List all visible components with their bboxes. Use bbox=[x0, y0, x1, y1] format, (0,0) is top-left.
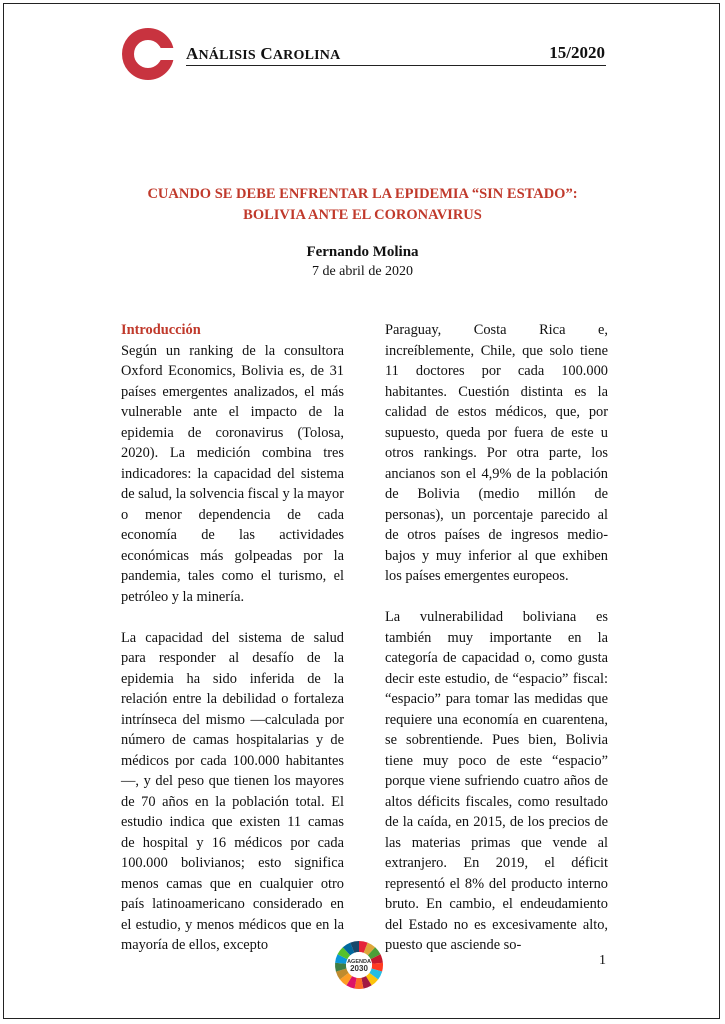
page-number: 1 bbox=[599, 953, 606, 968]
paragraph: La capacidad del sistema de salud para responder al desafío de la epidemia ha sido inferida de la relación entre la debilidad o fortaleza intrínseca del mismo —calculada por número de camas hospitalarias y de médicos por cada 100.000 habitantes—, y del peso que tienen los mayores de 70 años en la población total. El estudio indica que existen 11 camas de hospital y 16 médicos por cada 100.000 bolivianos; esto significa menos camas que en cualquier otro país latinoamericano considerado en el estudio, y menos médicos que en la mayoría de ellos, excepto bbox=[121, 629, 344, 953]
paragraph: Según un ranking de la consultora Oxford Economics, Bolivia es, de 31 países emergentes analizados, el más vulnerable ante el impacto de la epidemia de coronavirus (Tolosa, 2020). La medición combina tres indicadores: la capacidad del sistema de salud, la solvencia fiscal y la mayor o menor dependencia de cada economía de las actividades económicas más golpeadas por la pandemia, tales como el turismo, el petróleo y la minería. bbox=[121, 342, 344, 605]
header-divider bbox=[186, 65, 606, 66]
paragraph: La vulnerabilidad boliviana es también muy importante en la categoría de capacidad o, como gusta decir este estudio, de “espacio” fiscal: “espacio” para tomar las medidas que requiere una economía en cuarentena, se sobrentiende. Pues bien, Bolivia tiene muy poco de este “espacio” porque viene sufriendo cuatro años de altos déficits fiscales, como resultado de la caída, en 2015, de los precios de las materias primas que vende al extranjero. En 2019, el déficit representó el 8% del producto interno bruto. En cambio, el endeudamiento del Estado no es excesivamente alto, puesto que asciende so- bbox=[385, 609, 608, 953]
article-title: CUANDO SE DEBE ENFRENTAR LA EPIDEMIA “SIN ESTADO”: BOLIVIA ANTE EL CORONAVIRUS bbox=[147, 186, 578, 223]
page-frame bbox=[3, 3, 720, 1019]
section-heading: Introducción bbox=[121, 322, 201, 338]
publication-date: 7 de abril de 2020 bbox=[311, 264, 414, 279]
fundacion-carolina-logo-icon bbox=[122, 28, 174, 80]
issue-number: 15/2020 bbox=[549, 43, 605, 62]
right-column bbox=[385, 320, 608, 956]
svg-text:2030: 2030 bbox=[350, 964, 368, 973]
author-name: Fernando Molina bbox=[306, 244, 419, 260]
agenda-2030-sdg-wheel-icon bbox=[334, 940, 384, 990]
left-column bbox=[121, 320, 344, 956]
svg-text:AGENDA: AGENDA bbox=[347, 959, 371, 965]
paragraph: Paraguay, Costa Rica e, increíblemente, Chile, que solo tiene 11 doctores por cada 100.000 habitantes. Cuestión distinta es la calidad de estos médicos, que, por supuesto, queda por fuera de este u otros rankings. Por otra parte, los ancianos son el 4,9% de la población de Bolivia (medio millón de personas), un porcentaje parecido al de otros países de ingresos medio-bajos y muy inferior al que exhiben los países emergentes europeos. bbox=[385, 322, 608, 584]
publication-title: ANÁLISIS CAROLINA bbox=[186, 44, 341, 63]
